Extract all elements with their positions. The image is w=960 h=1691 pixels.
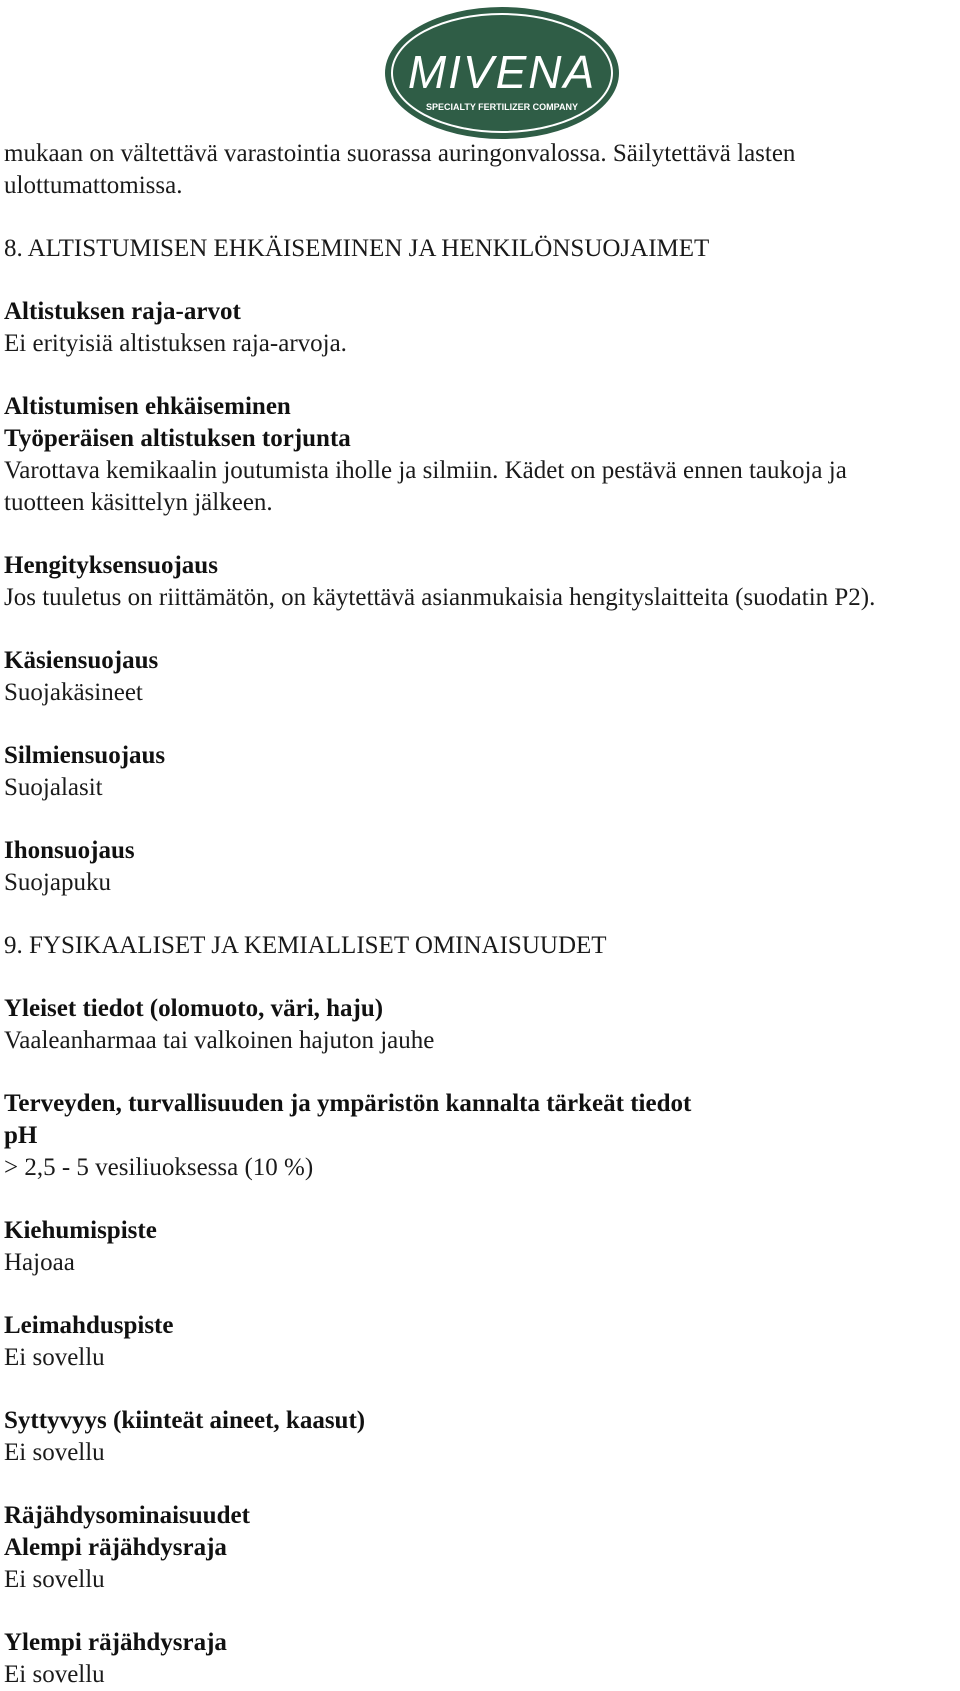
respiratory-protection-title: Hengityksensuojaus xyxy=(4,552,218,579)
boiling-point-title: Kiehumispiste xyxy=(4,1217,157,1244)
document-body xyxy=(4,138,949,1691)
upper-explosive-limit-title: Ylempi räjähdysraja xyxy=(4,1629,227,1656)
logo-brand: MIVENA xyxy=(407,46,597,98)
intro-line: ulottumattomissa. xyxy=(4,172,183,199)
occupational-control-text: tuotteen käsittelyn jälkeen. xyxy=(4,489,273,516)
flash-point-title: Leimahduspiste xyxy=(4,1312,174,1339)
respiratory-protection-text: Jos tuuletus on riittämätön, on käytettävä asianmukaisia hengityslaitteita (suodatin P2). xyxy=(4,584,876,611)
exposure-limits-title: Altistuksen raja-arvot xyxy=(4,298,241,325)
eye-protection-text: Suojalasit xyxy=(4,774,103,801)
hand-protection-title: Käsiensuojaus xyxy=(4,647,159,674)
ph-title: pH xyxy=(4,1122,38,1149)
skin-protection-text: Suojapuku xyxy=(4,869,111,896)
boiling-point-text: Hajoaa xyxy=(4,1249,75,1276)
logo-tagline: SPECIALTY FERTILIZER COMPANY xyxy=(425,102,579,112)
ph-text: > 2,5 - 5 vesiliuoksessa (10 %) xyxy=(4,1154,314,1181)
upper-explosive-limit-text: Ei sovellu xyxy=(4,1661,105,1688)
flammability-title: Syttyvyys (kiinteät aineet, kaasut) xyxy=(4,1407,366,1434)
flash-point-text: Ei sovellu xyxy=(4,1344,105,1371)
exposure-limits-text: Ei erityisiä altistuksen raja-arvoja. xyxy=(4,330,347,357)
important-info-title: Terveyden, turvallisuuden ja ympäristön kannalta tärkeät tiedot xyxy=(4,1090,692,1117)
occupational-control-text: Varottava kemikaalin joutumista iholle ja silmiin. Kädet on pestävä ennen taukoja ja xyxy=(4,457,847,484)
eye-protection-title: Silmiensuojaus xyxy=(4,742,166,769)
occupational-control-title: Työperäisen altistuksen torjunta xyxy=(4,425,351,452)
flammability-text: Ei sovellu xyxy=(4,1439,105,1466)
company-logo xyxy=(382,4,622,142)
lower-explosive-limit-text: Ei sovellu xyxy=(4,1566,105,1593)
exposure-control-title: Altistumisen ehkäiseminen xyxy=(4,393,291,420)
general-info-title: Yleiset tiedot (olomuoto, väri, haju) xyxy=(4,995,384,1022)
mivena-logo-graphic xyxy=(382,4,622,142)
lower-explosive-limit-title: Alempi räjähdysraja xyxy=(4,1534,227,1561)
skin-protection-title: Ihonsuojaus xyxy=(4,837,135,864)
explosive-properties-title: Räjähdysominaisuudet xyxy=(4,1502,250,1529)
hand-protection-text: Suojakäsineet xyxy=(4,679,143,706)
section-9-heading: 9. FYSIKAALISET JA KEMIALLISET OMINAISUUDET xyxy=(4,932,607,959)
section-8-heading: 8. ALTISTUMISEN EHKÄISEMINEN JA HENKILÖNSUOJAIMET xyxy=(4,235,710,262)
intro-line: mukaan on vältettävä varastointia suorassa auringonvalossa. Säilytettävä lasten xyxy=(4,140,796,167)
general-info-text: Vaaleanharmaa tai valkoinen hajuton jauhe xyxy=(4,1027,435,1054)
